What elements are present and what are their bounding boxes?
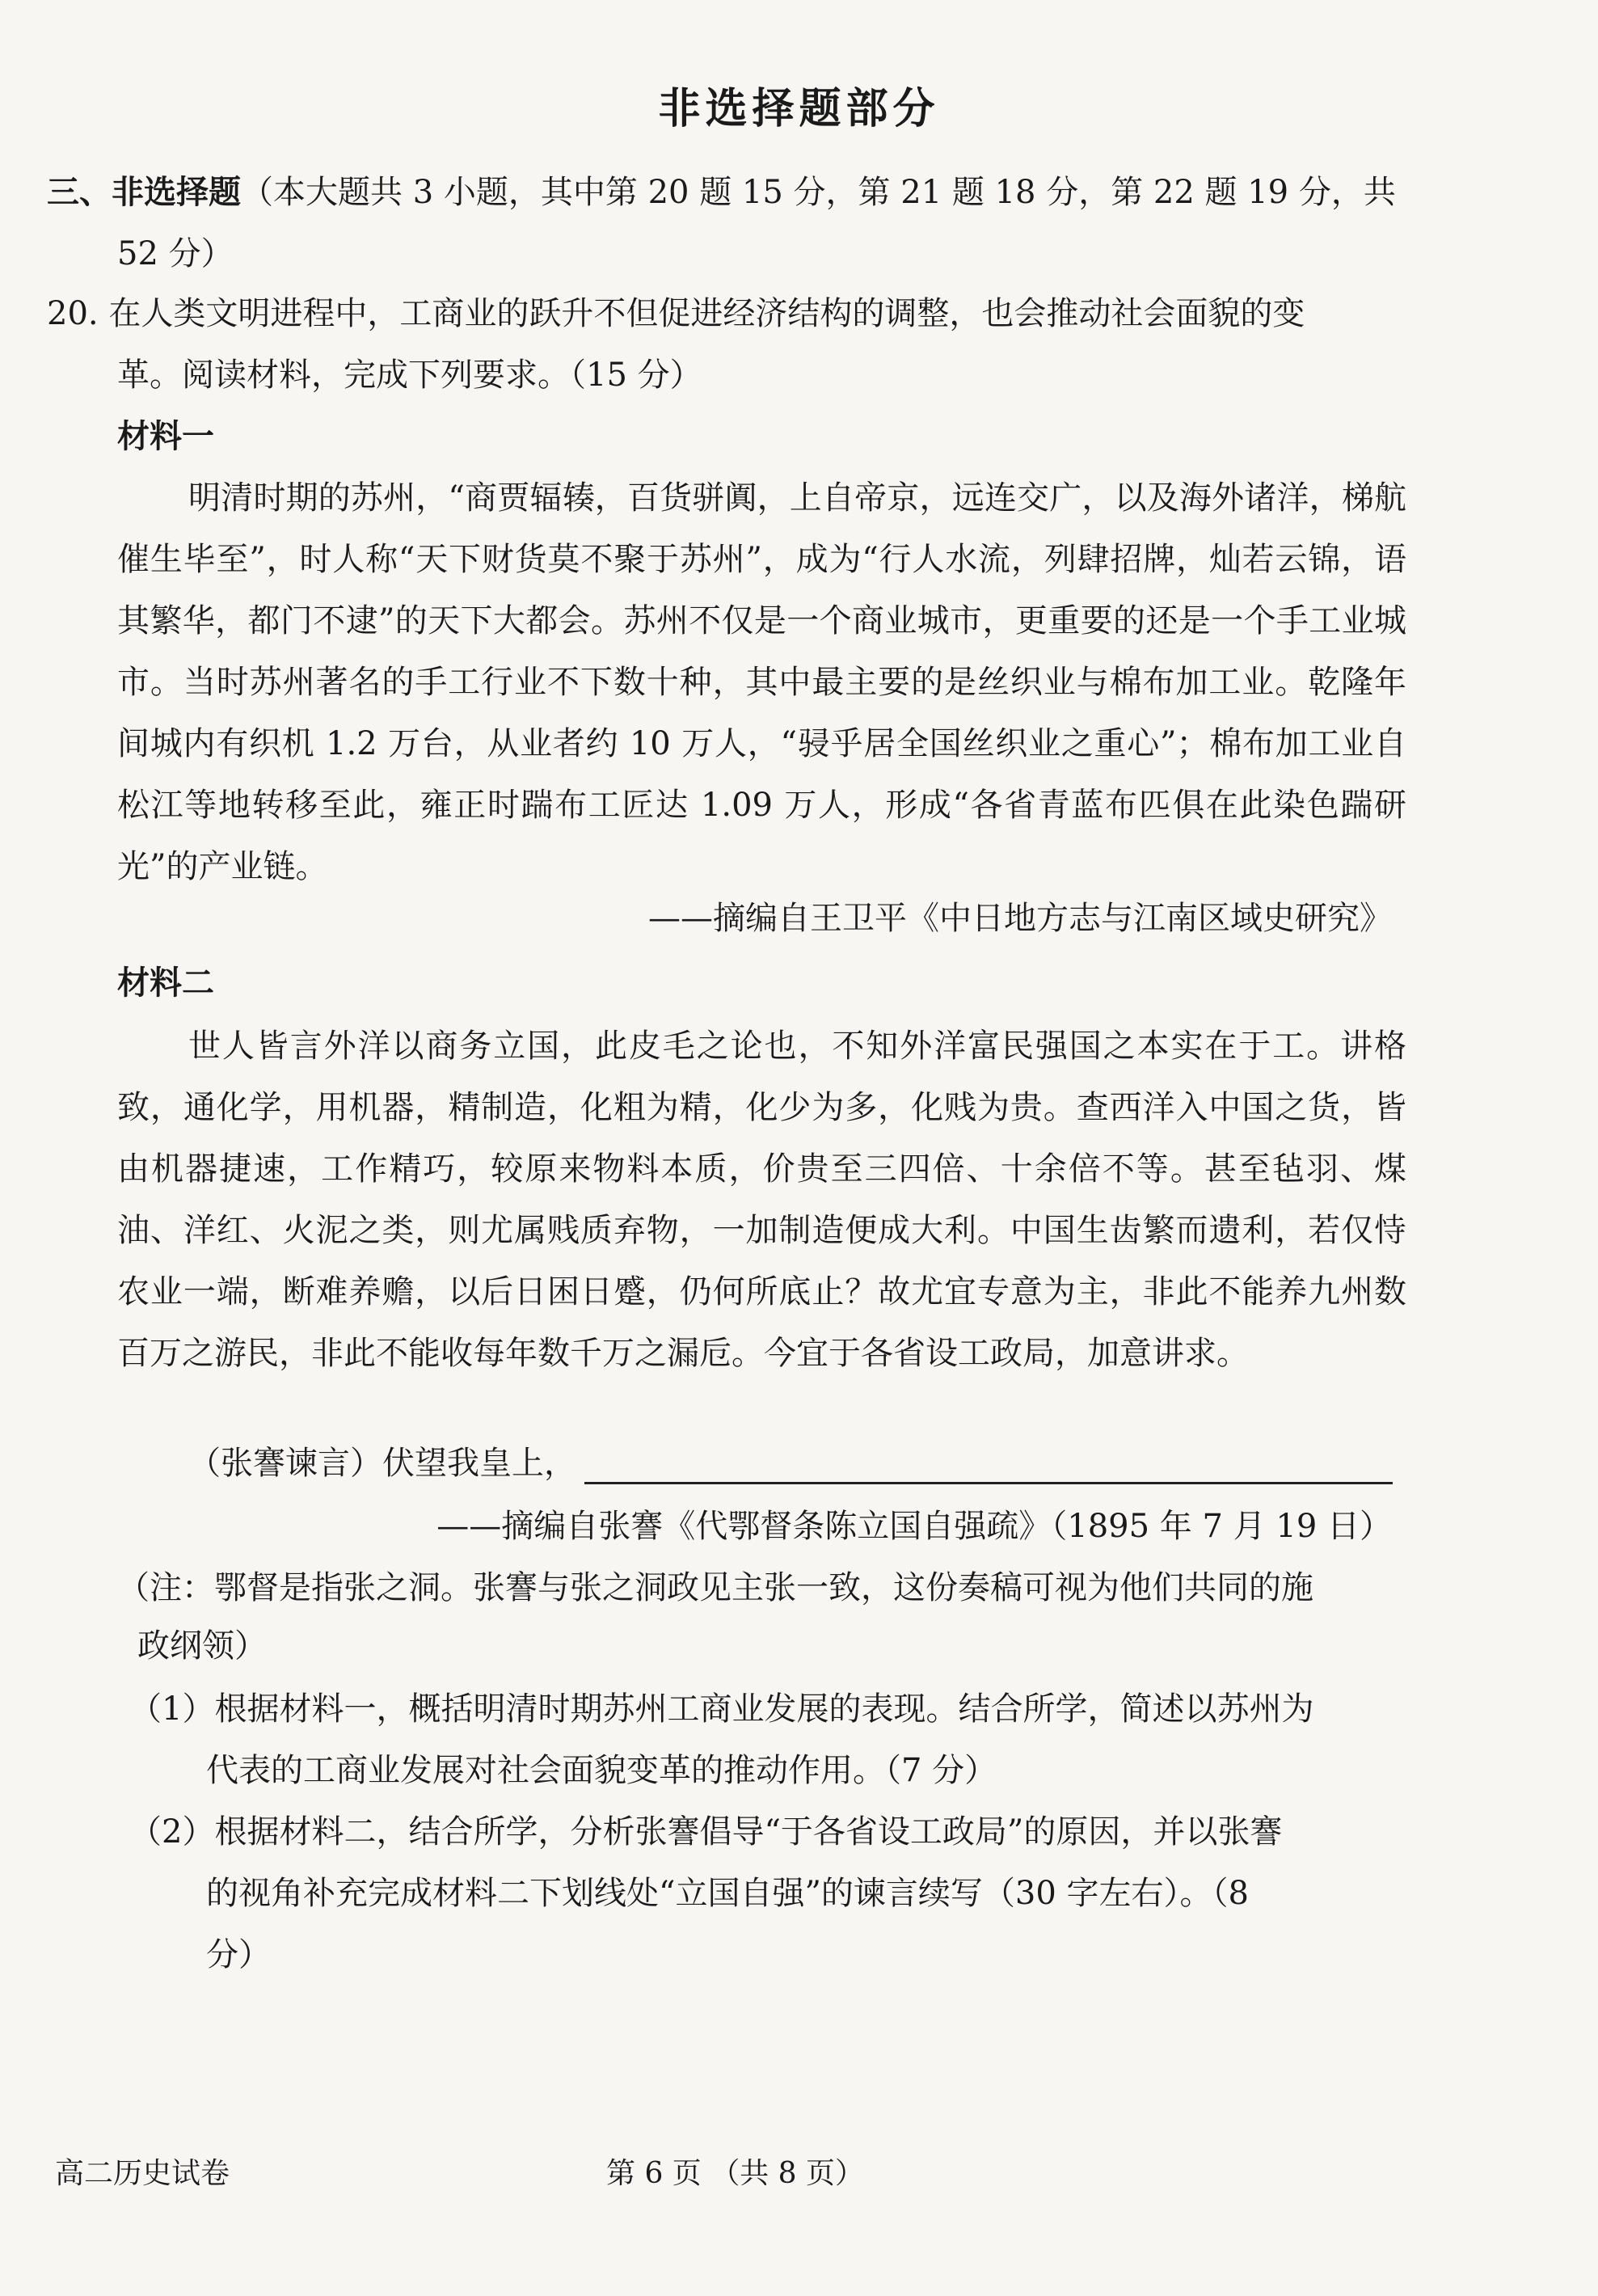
material2-text: 世人皆言外洋以商务立国，此皮毛之论也，不知外洋富民强国之本实在于工。讲格致，通化学，用机器，精制造，化粗为精，化少为多，化贱为贵。查西洋入中国之货，皆由机器捷速，工作精巧，较原来物料本质，价贵至三四倍、十余倍不等。甚至毡羽、煤油、洋红、火泥之类，则尤属贱质弃物，一加制造便成大利。中国生齿繁而遗利，若仅恃农业一端，断难养赡，以后日困日蹙，仍何所底止？故尤宜专意为主，非此不能养九州数百万之游民，非此不能收每年数千万之漏卮。今宜于各省设工政局，加意讲求。 bbox=[117, 1028, 1406, 1372]
section-heading bbox=[47, 171, 1396, 213]
footer-subject: 高二历史试卷 bbox=[55, 2157, 230, 2190]
material1-label: 材料一 bbox=[117, 418, 214, 455]
footer-page-number: 第 6 页 （共 8 页） bbox=[606, 2157, 865, 2190]
section-heading-label: 三、非选择题 bbox=[47, 174, 241, 211]
subquestion-1-line2: 代表的工商业发展对社会面貌变革的推动作用。（7 分） bbox=[206, 1752, 997, 1789]
subquestion-2-line3: 分） bbox=[206, 1936, 271, 1973]
subquestion-2-line1: （2）根据材料二，结合所学，分析张謇倡导“于各省设工政局”的原因，并以张謇 bbox=[129, 1813, 1283, 1851]
material2-note-line2: 政纲领） bbox=[137, 1627, 267, 1665]
material2-source: ——摘编自张謇《代鄂督条陈立国自强疏》（1895 年 7 月 19 日） bbox=[436, 1508, 1392, 1545]
material2-note-line1: （注：鄂督是指张之洞。张謇与张之洞政见主张一致，这份奏稿可视为他们共同的施 bbox=[117, 1569, 1313, 1606]
material1-source: ——摘编自王卫平《中日地方志与江南区域史研究》 bbox=[648, 900, 1392, 937]
question-stem-line2: 革。阅读材料，完成下列要求。（15 分） bbox=[117, 357, 702, 394]
material1-text: 明清时期的苏州，“商贾辐辏，百货骈阗，上自帝京，远连交广，以及海外诸洋，梯航催生毕至”，时人称“天下财货莫不聚于苏州”，成为“行人水流，列肆招牌，灿若云锦，语其繁华，都门不逮”的天下大都会。苏州不仅是一个商业城市，更重要的还是一个手工业城市。当时苏州著名的手工行业不下数十种，其中最主要的是丝织业与棉布加工业。乾隆年间城内有织机 1.2 万台，从业者约 10 万人，“骎乎居全国丝织业之重心”；棉布加工业自松江等地转移至此，雍正时踹布工匠达 1.09 万人，形成“各省青蓝布匹俱在此染色踹研光”的产业链。 bbox=[117, 479, 1406, 885]
answer-blank[interactable] bbox=[584, 1450, 1393, 1484]
question-stem-line1: 在人类文明进程中，工商业的跃升不但促进经济结构的调整，也会推动社会面貌的变 bbox=[108, 295, 1305, 332]
question-20-stem bbox=[47, 293, 1305, 335]
section-title: 非选择题部分 bbox=[658, 85, 940, 133]
subquestion-2-line2: 的视角补充完成材料二下划线处“立国自强”的谏言续写（30 字左右）。（8 bbox=[206, 1875, 1249, 1912]
section-heading-desc: （本大题共 3 小题，其中第 20 题 15 分，第 21 题 18 分，第 22 题 19 分，共 bbox=[241, 174, 1396, 211]
section-heading-desc-cont: 52 分） bbox=[117, 235, 234, 272]
material2-fill-line bbox=[188, 1442, 1393, 1484]
material2-label: 材料二 bbox=[117, 964, 214, 1002]
material2-fill-prompt: （张謇谏言）伏望我皇上， bbox=[188, 1445, 576, 1482]
question-number: 20. bbox=[47, 295, 99, 332]
subquestion-1-line1: （1）根据材料一，概括明清时期苏州工商业发展的表现。结合所学，简述以苏州为 bbox=[129, 1690, 1314, 1728]
